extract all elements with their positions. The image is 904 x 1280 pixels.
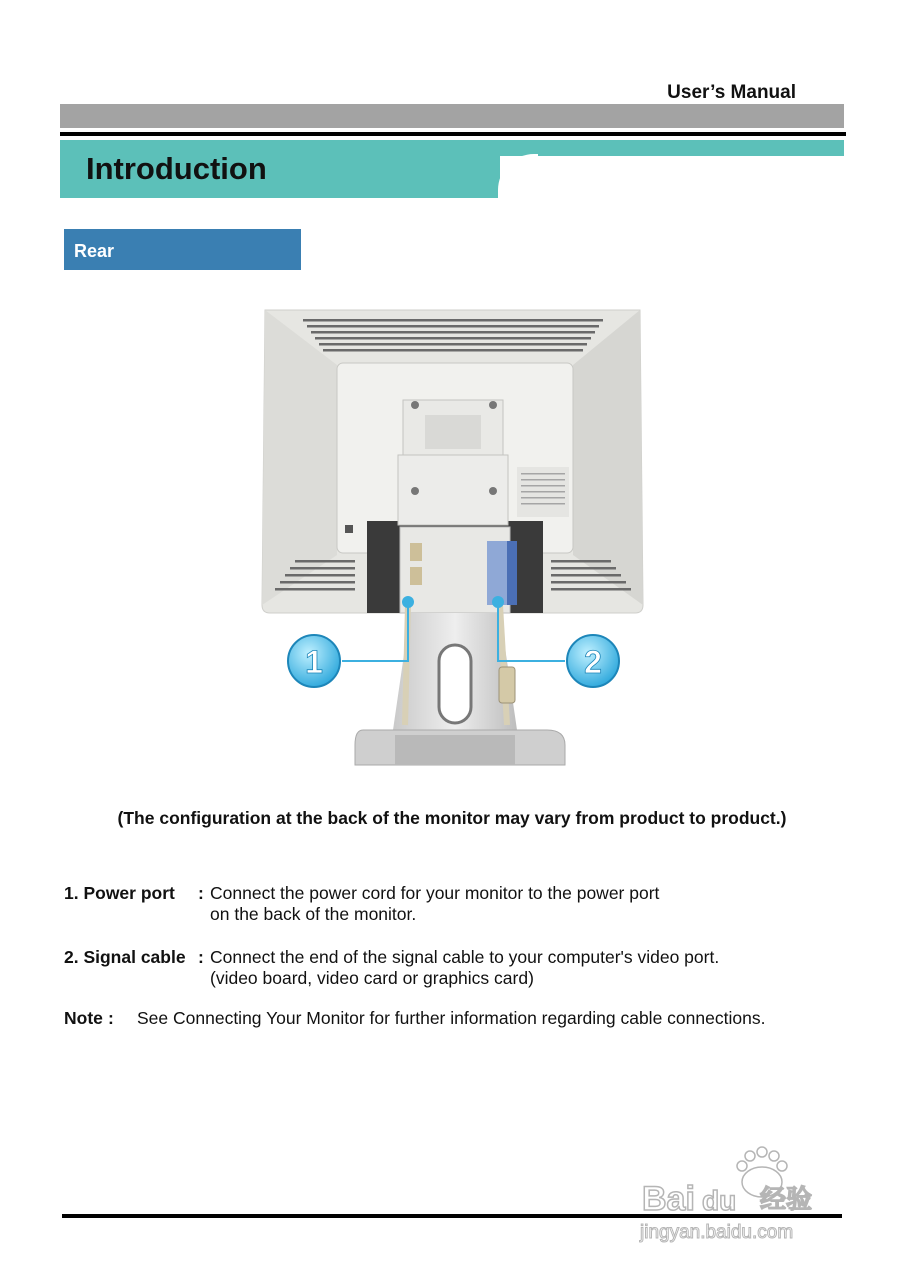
note-text: See Connecting Your Monitor for further information regarding cable connections. [137,1008,766,1028]
callout-1 [288,635,340,687]
callout-2-label: 2 [584,644,602,680]
callout-2 [567,635,619,687]
figure-caption: (The configuration at the back of the monitor may vary from product to product.) [117,808,787,828]
svg-text:jingyan.baidu.com: jingyan.baidu.com [640,1222,794,1243]
power-port-term: 1. Power port [64,883,175,903]
signal-cable-line-2: (video board, video card or graphics card) [210,968,534,988]
signal-cable-line-1: Connect the end of the signal cable to your computer's video port. [210,947,720,967]
svg-text:经验: 经验 [760,1185,813,1215]
baidu-watermark-logo [638,1142,848,1246]
svg-text:du: du [702,1185,737,1216]
manual-title: User’s Manual [667,82,796,103]
header-grey-band [60,104,844,128]
callout-1-label: 1 [305,644,323,680]
svg-text:Bai: Bai [642,1180,695,1218]
header-rule [60,132,846,136]
signal-cable-separator: : [198,947,204,967]
power-port-separator: : [198,883,204,903]
monitor-rear-image [255,305,650,775]
section-title: Introduction [86,151,267,186]
subsection-label: Rear [74,241,115,261]
power-port-line-1: Connect the power cord for your monitor to the power port [210,883,660,903]
section-banner-notch [498,154,538,198]
section-banner-tail [500,140,844,156]
power-port-description [210,883,659,925]
signal-cable-description [210,947,719,989]
signal-cable-term: 2. Signal cable [64,947,186,967]
note-term: Note [64,1008,103,1028]
power-port-line-2: on the back of the monitor. [210,904,417,924]
note-separator: : [108,1008,114,1028]
